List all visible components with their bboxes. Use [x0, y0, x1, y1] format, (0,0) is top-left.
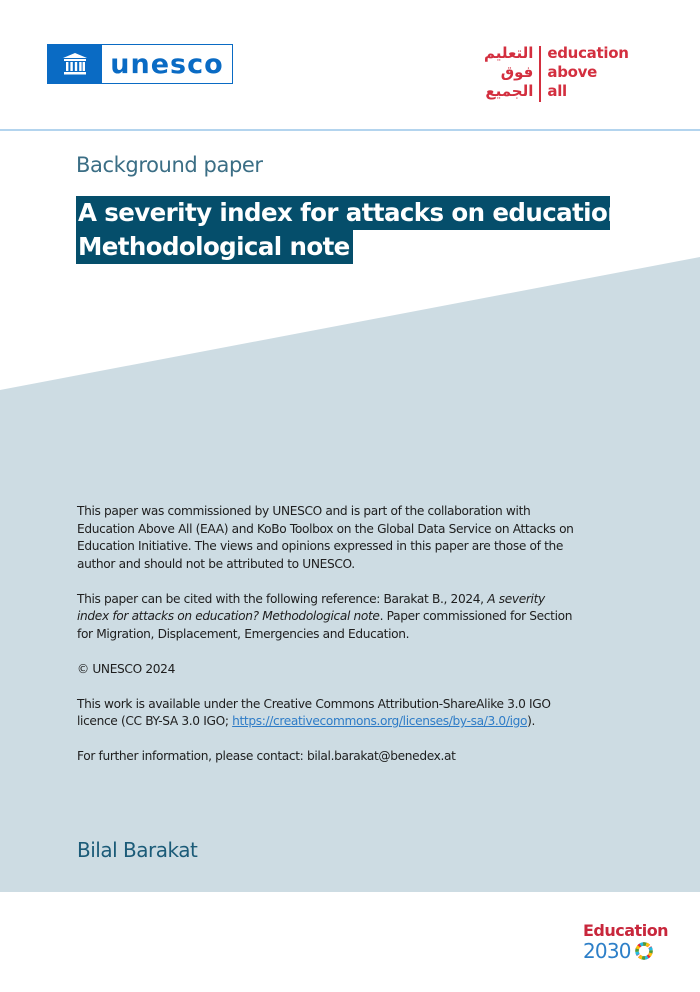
- commission-paragraph: This paper was commissioned by UNESCO and is part of the collaboration with Education Above All (EAA) and KoBo Toolbox on the Global Data Service on Attacks on Education Initiative. The views and opinions expressed in this paper are those of the author and should not be attributed to UNESCO.: [77, 504, 574, 571]
- citation-title: A severity index for attacks on education? Methodological note: [77, 591, 545, 623]
- document-type-label: Background paper: [76, 153, 263, 177]
- copyright-notice: © UNESCO 2024: [77, 661, 175, 676]
- licence-paragraph: [77, 696, 577, 731]
- header-divider: [0, 129, 700, 131]
- citation-prefix: This paper can be cited with the following reference: Barakat B., 2024,: [77, 591, 488, 606]
- education-2030-year: [583, 940, 678, 962]
- eaa-english-line: above: [547, 63, 597, 81]
- education-2030-word: Education: [583, 921, 669, 940]
- year-text: 2030: [583, 939, 631, 963]
- sdg-wheel-icon: [634, 941, 654, 961]
- eaa-english-text: [541, 44, 628, 104]
- eaa-arabic-line: التعليم: [484, 44, 534, 62]
- eaa-arabic-line: فوق: [500, 63, 534, 81]
- citation-paragraph: [77, 591, 577, 644]
- front-matter-text: [77, 503, 577, 783]
- eaa-arabic-line: الجميع: [485, 82, 534, 100]
- unesco-wordmark: unesco: [110, 48, 224, 80]
- temple-icon: [48, 45, 102, 83]
- eaa-arabic-text: [484, 44, 539, 104]
- contact-paragraph: For further information, please contact: bilal.barakat@benedex.at: [77, 749, 456, 763]
- eaa-english-line: all: [547, 82, 567, 100]
- document-title-line-1: A severity index for attacks on education?: [76, 196, 610, 230]
- document-title-line-2: Methodological note: [76, 230, 353, 264]
- education-2030-logo: [583, 922, 678, 967]
- author-name: Bilal Barakat: [77, 838, 198, 862]
- citation-suffix: . Paper commissioned for Section for Migration, Displacement, Emergencies and Education.: [77, 609, 573, 641]
- education-above-all-logo: [484, 44, 629, 104]
- eaa-english-line: education: [547, 44, 629, 62]
- licence-prefix: This work is available under the Creative Commons Attribution-ShareAlike 3.0 IGO licence (CC BY-SA 3.0 IGO;: [77, 696, 551, 728]
- licence-suffix: ).: [527, 714, 536, 728]
- licence-link[interactable]: https://creativecommons.org/licenses/by-sa/3.0/igo: [232, 714, 528, 728]
- unesco-logo: [47, 44, 233, 84]
